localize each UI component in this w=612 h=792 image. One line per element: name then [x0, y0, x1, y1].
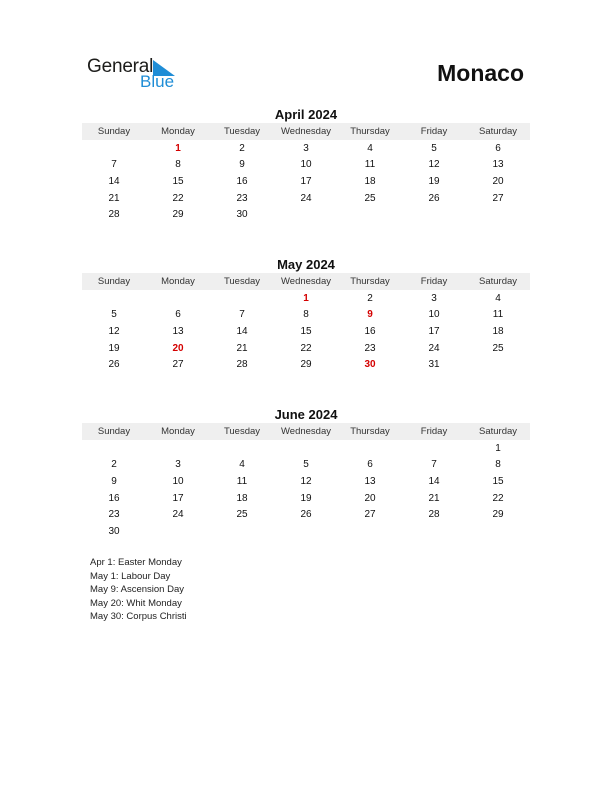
day-cell: 12 [428, 159, 440, 171]
month-title: June 2024 [274, 407, 338, 422]
holiday-note: Apr 1: Easter Monday [90, 557, 182, 568]
day-cell: 1 [175, 142, 181, 154]
week-row [82, 190, 530, 207]
weekday-label: Wednesday [281, 426, 331, 437]
day-cell: 3 [303, 142, 309, 154]
week-row [82, 457, 530, 474]
day-cell: 21 [428, 492, 440, 504]
country-title: Monaco [437, 60, 524, 86]
day-cell: 30 [364, 359, 376, 371]
day-cell: 7 [239, 309, 245, 321]
day-cell: 17 [428, 325, 440, 337]
day-cell: 10 [172, 475, 184, 487]
weekday-label: Tuesday [223, 126, 261, 137]
day-cell: 14 [108, 175, 120, 187]
day-cell: 20 [364, 492, 376, 504]
day-cell: 26 [108, 359, 120, 371]
day-cell: 19 [300, 492, 312, 504]
week-row [82, 323, 530, 340]
day-cell: 29 [300, 359, 312, 371]
day-cell: 15 [492, 475, 504, 487]
holiday-note: May 20: Whit Monday [90, 597, 182, 609]
day-cell: 25 [364, 192, 376, 204]
weekday-label: Monday [161, 126, 195, 137]
day-cell: 28 [428, 509, 440, 521]
day-cell: 1 [303, 292, 309, 304]
week-row [82, 307, 530, 324]
day-cell: 7 [111, 159, 117, 171]
day-cell: 7 [431, 459, 437, 471]
day-cell: 13 [364, 475, 376, 487]
day-cell: 12 [300, 475, 312, 487]
weekday-label: Friday [420, 426, 448, 437]
day-cell: 16 [236, 175, 248, 187]
weekday-label: Tuesday [223, 276, 261, 287]
day-cell: 15 [300, 325, 312, 337]
day-cell: 28 [236, 359, 248, 371]
day-cell: 9 [111, 475, 117, 487]
weekday-label: Saturday [478, 426, 518, 437]
day-cell: 4 [367, 142, 373, 154]
week-row [82, 157, 530, 174]
day-cell: 4 [239, 459, 245, 471]
day-cell: 6 [175, 309, 181, 321]
day-cell: 25 [236, 509, 248, 521]
week-row [82, 523, 530, 540]
day-cell: 8 [495, 459, 501, 471]
day-cell: 3 [431, 292, 437, 304]
weekday-label: Thursday [350, 276, 390, 287]
holiday-notes [90, 556, 187, 624]
day-cell: 14 [236, 325, 248, 337]
week-row [82, 340, 530, 357]
day-cell: 11 [364, 159, 376, 171]
day-cell: 18 [492, 325, 504, 337]
day-cell: 16 [364, 325, 376, 337]
weekday-label: Monday [161, 426, 195, 437]
day-cell: 29 [172, 209, 184, 221]
day-cell: 17 [300, 175, 312, 187]
weekday-label: Sunday [97, 126, 131, 137]
day-cell: 6 [367, 459, 373, 471]
day-cell: 11 [236, 475, 248, 487]
day-cell: 10 [428, 309, 440, 321]
day-cell: 28 [108, 209, 120, 221]
day-cell: 9 [367, 309, 373, 321]
weekday-header [82, 123, 530, 140]
day-cell: 21 [108, 192, 120, 204]
day-cell: 26 [428, 192, 440, 204]
day-cell: 5 [431, 142, 437, 154]
day-cell: 27 [172, 359, 184, 371]
month-title: April 2024 [274, 107, 338, 122]
day-cell: 21 [236, 342, 248, 354]
day-cell: 24 [172, 509, 184, 521]
day-cell: 1 [495, 442, 501, 454]
day-cell: 24 [300, 192, 312, 204]
day-cell: 10 [300, 159, 312, 171]
weekday-label: Thursday [350, 126, 390, 137]
day-cell: 19 [428, 175, 440, 187]
week-row [82, 206, 530, 223]
day-cell: 30 [236, 209, 248, 221]
day-cell: 26 [300, 509, 312, 521]
day-cell: 13 [492, 159, 504, 171]
weekday-label: Sunday [97, 426, 131, 437]
day-cell: 14 [428, 475, 440, 487]
day-cell: 5 [111, 309, 117, 321]
day-cell: 4 [495, 292, 501, 304]
week-row [82, 490, 530, 507]
week-row [82, 173, 530, 190]
day-cell: 20 [492, 175, 504, 187]
month-may [82, 256, 530, 373]
day-cell: 17 [172, 492, 184, 504]
holiday-note: May 9: Ascension Day [90, 584, 184, 595]
day-cell: 31 [428, 359, 440, 371]
day-cell: 2 [239, 142, 245, 154]
weekday-label: Saturday [478, 126, 518, 137]
day-cell: 24 [428, 342, 440, 354]
day-cell: 18 [236, 492, 248, 504]
week-row [82, 140, 530, 157]
weekday-label: Wednesday [281, 126, 331, 137]
weekday-header [82, 273, 530, 290]
day-cell: 2 [367, 292, 373, 304]
day-cell: 8 [303, 309, 309, 321]
day-cell: 15 [172, 175, 184, 187]
day-cell: 19 [108, 342, 120, 354]
day-cell: 25 [492, 342, 504, 354]
day-cell: 3 [175, 459, 181, 471]
weekday-label: Sunday [97, 276, 131, 287]
week-row [82, 356, 530, 373]
day-cell: 30 [108, 525, 120, 537]
weekday-label: Friday [420, 126, 448, 137]
weekday-label: Saturday [478, 276, 518, 287]
month-april [82, 106, 530, 223]
day-cell: 6 [495, 142, 501, 154]
month-title: May 2024 [277, 257, 335, 272]
day-cell: 8 [175, 159, 181, 171]
day-cell: 20 [172, 342, 184, 354]
day-cell: 23 [236, 192, 248, 204]
day-cell: 5 [303, 459, 309, 471]
logo [87, 56, 187, 92]
week-row [82, 440, 530, 457]
holiday-note: May 1: Labour Day [90, 570, 171, 582]
day-cell: 2 [111, 459, 117, 471]
weekday-header [82, 423, 530, 440]
day-cell: 18 [364, 175, 376, 187]
day-cell: 29 [492, 509, 504, 521]
holiday-note: May 30: Corpus Christi [90, 611, 187, 622]
logo-word-general: General [87, 56, 154, 77]
week-row [82, 290, 530, 307]
day-cell: 23 [364, 342, 376, 354]
day-cell: 23 [108, 509, 120, 521]
logo-word-blue: Blue [140, 72, 175, 91]
day-cell: 22 [300, 342, 312, 354]
day-cell: 16 [108, 492, 120, 504]
week-row [82, 473, 530, 490]
weekday-label: Wednesday [281, 276, 331, 287]
day-cell: 27 [364, 509, 376, 521]
month-june [82, 406, 530, 540]
day-cell: 27 [492, 192, 504, 204]
weekday-label: Monday [161, 276, 195, 287]
day-cell: 22 [172, 192, 184, 204]
week-row [82, 506, 530, 523]
day-cell: 22 [492, 492, 504, 504]
day-cell: 9 [239, 159, 245, 171]
weekday-label: Thursday [350, 426, 390, 437]
day-cell: 12 [108, 325, 120, 337]
weekday-label: Tuesday [223, 426, 261, 437]
day-cell: 11 [492, 309, 504, 321]
weekday-label: Friday [420, 276, 448, 287]
day-cell: 13 [172, 325, 184, 337]
